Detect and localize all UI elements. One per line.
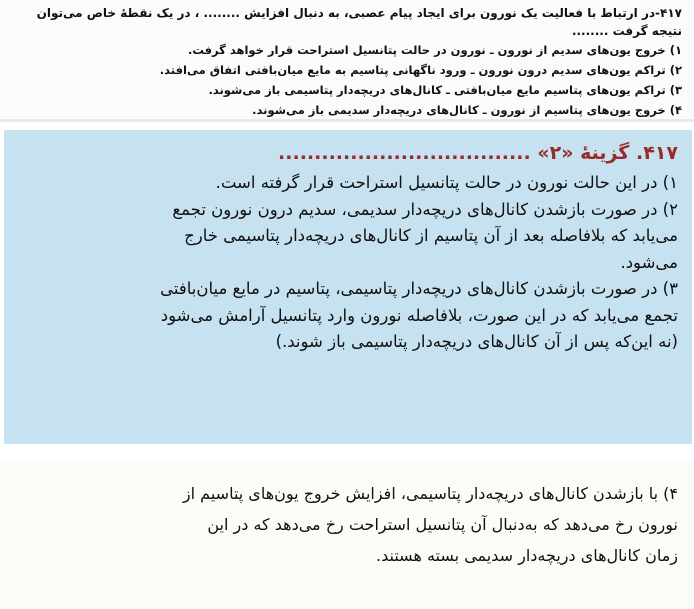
- question-option-2: ۲) تراکم یون‌های سدیم درون نورون ـ ورود ناگهانی پتاسیم به مایع میان‌بافتی اتفاق می‌افتد.: [159, 63, 682, 77]
- answer-dots: ...................................: [278, 142, 531, 164]
- answer-line-3: می‌یابد که بلافاصله بعد از آن پتاسیم از کانال‌های دریچه‌دار پتاسیمی خارج: [184, 226, 678, 245]
- section-gap: [0, 444, 694, 460]
- extra-line-3: زمان کانال‌های دریچه‌دار سدیمی بسته هستند.: [376, 546, 678, 565]
- extra-line-2: نورون رخ می‌دهد که به‌دنبال آن پتانسیل استراحت رخ می‌دهد که در این: [207, 515, 678, 534]
- answer-line-7: (نه این‌که پس از آن کانال‌های دریچه‌دار پتاسیمی باز شوند.): [275, 332, 678, 351]
- question-option-3: ۳) تراکم یون‌های پتاسیم مایع میان‌بافتی ـ کانال‌های دریچه‌دار پتاسیمی باز می‌شوند.: [208, 83, 682, 97]
- extra-explanation-panel: [0, 460, 694, 609]
- answer-line-6: تجمع می‌یابد که در این صورت، بلافاصله نورون وارد پتانسیل آرامش می‌شود: [160, 305, 678, 325]
- answer-line-2: ۲) در صورت بازشدن کانال‌های دریچه‌دار سدیمی، سدیم درون نورون تجمع: [172, 199, 678, 219]
- answer-line-5: ۳) در صورت بازشدن کانال‌های دریچه‌دار پتاسیمی، پتاسیم در مایع میان‌بافتی: [160, 279, 678, 298]
- extra-line-1: ۴) با بازشدن کانال‌های دریچه‌دار پتاسیمی، افزایش خروج یون‌های پتاسیم از: [182, 484, 678, 503]
- answer-panel: [4, 130, 692, 444]
- answer-line-1: ۱) در این حالت نورون در حالت پتانسیل استراحت قرار گرفته است.: [215, 173, 678, 192]
- answer-line-4: می‌شود.: [620, 252, 678, 272]
- answer-header: [22, 140, 678, 166]
- question-panel: [0, 0, 694, 122]
- question-option-4: ۴) خروج یون‌های پتاسیم از نورون ـ کانال‌های دریچه‌دار سدیمی باز می‌شوند.: [252, 103, 682, 117]
- answer-title: ۴۱۷. گزینهٔ «۲»: [537, 142, 678, 164]
- question-stem: ۴۱۷-در ارتباط با فعالیت یک نورون برای ایجاد پیام عصبی، به دنبال افزایش ........ ، در یک نقطهٔ خاص می‌توان نتیجه گرفت ........: [36, 6, 682, 38]
- question-option-1: ۱) خروج یون‌های سدیم از نورون ـ نورون در حالت پتانسیل استراحت قرار خواهد گرفت.: [187, 43, 682, 57]
